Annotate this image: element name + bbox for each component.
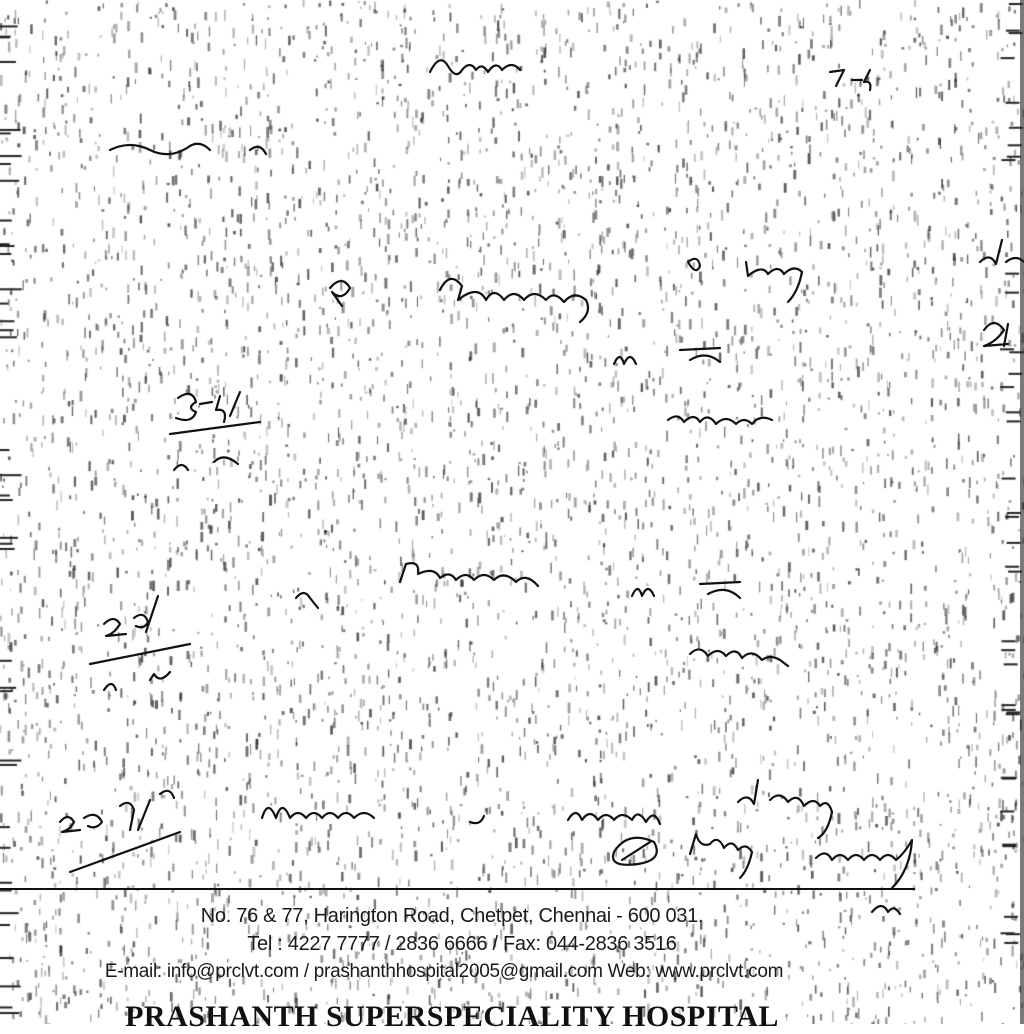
footer-phones: Tel : 4227 7777 / 2836 6666 / Fax: 044-2836 3516: [247, 933, 677, 955]
scan-edge: [1020, 0, 1024, 1024]
footer-contact: E-mail: info@prclvt.com / prashanthhospital2005@gmail.com Web: www.prclvt.com: [104, 961, 784, 982]
footer-rule: [0, 888, 915, 890]
footer-address: No. 76 & 77, Harington Road, Chetpet, Chennai - 600 031.: [200, 905, 704, 927]
hospital-name: PRASHANTH SUPERSPECIALITY HOSPITAL: [125, 1000, 779, 1033]
